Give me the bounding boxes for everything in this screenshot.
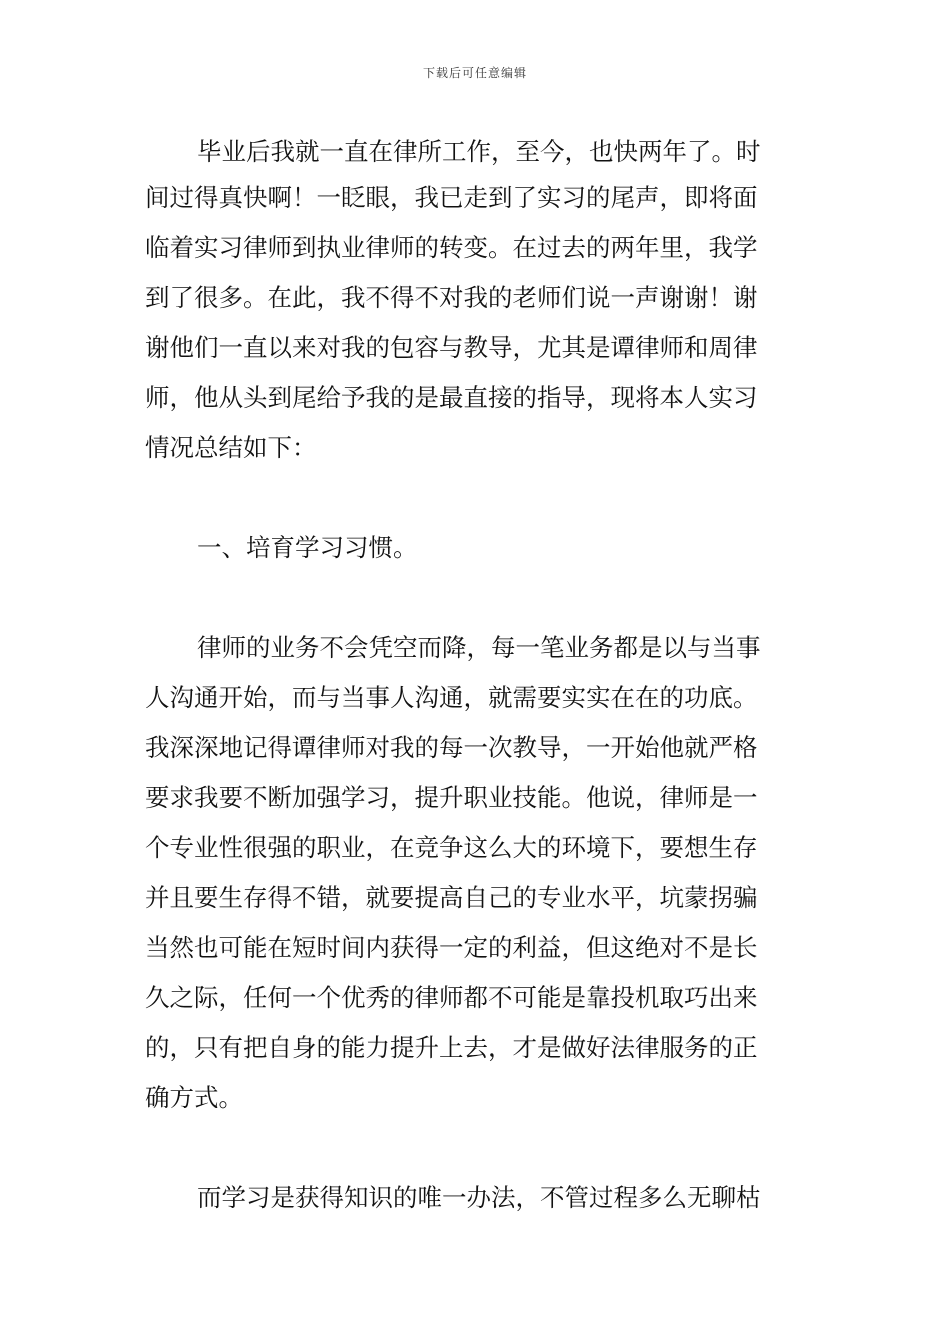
paragraph-3-line-2: 人沟通开始，而与当事人沟通，就需要实实在在的功底。	[145, 683, 758, 712]
paragraph-1-line-6: 师，他从头到尾给予我的是最直接的指导，现将本人实习	[145, 383, 758, 412]
section-heading: 一、培育学习习惯。	[197, 533, 418, 562]
paragraph-3-line-7: 当然也可能在短时间内获得一定的利益，但这绝对不是长	[145, 933, 758, 962]
paragraph-3-line-3: 我深深地记得谭律师对我的每一次教导，一开始他就严格	[145, 733, 758, 762]
paragraph-3-line-9: 的，只有把自身的能力提升上去，才是做好法律服务的正	[145, 1033, 758, 1062]
paragraph-4-line-1: 而学习是获得知识的唯一办法，不管过程多么无聊枯	[197, 1183, 761, 1212]
paragraph-1-line-1: 毕业后我就一直在律所工作，至今，也快两年了。时	[197, 137, 761, 166]
paragraph-1-line-4: 到了很多。在此，我不得不对我的老师们说一声谢谢！谢	[145, 283, 758, 312]
paragraph-1-line-2: 间过得真快啊！一眨眼，我已走到了实习的尾声，即将面	[145, 183, 758, 212]
paragraph-3-line-8: 久之际，任何一个优秀的律师都不可能是靠投机取巧出来	[145, 983, 758, 1012]
page-header: 下载后可任意编辑	[422, 66, 527, 80]
paragraph-3-line-6: 并且要生存得不错，就要提高自己的专业水平，坑蒙拐骗	[145, 883, 758, 912]
paragraph-3-line-10: 确方式。	[145, 1083, 243, 1112]
paragraph-3-line-5: 个专业性很强的职业，在竞争这么大的环境下，要想生存	[145, 833, 758, 862]
paragraph-1-line-7: 情况总结如下：	[145, 433, 317, 462]
paragraph-3-line-1: 律师的业务不会凭空而降，每一笔业务都是以与当事	[197, 633, 761, 662]
paragraph-1-line-5: 谢他们一直以来对我的包容与教导，尤其是谭律师和周律	[145, 333, 758, 362]
paragraph-1-line-3: 临着实习律师到执业律师的转变。在过去的两年里，我学	[145, 233, 758, 262]
paragraph-3-line-4: 要求我要不断加强学习，提升职业技能。他说，律师是一	[145, 783, 758, 812]
